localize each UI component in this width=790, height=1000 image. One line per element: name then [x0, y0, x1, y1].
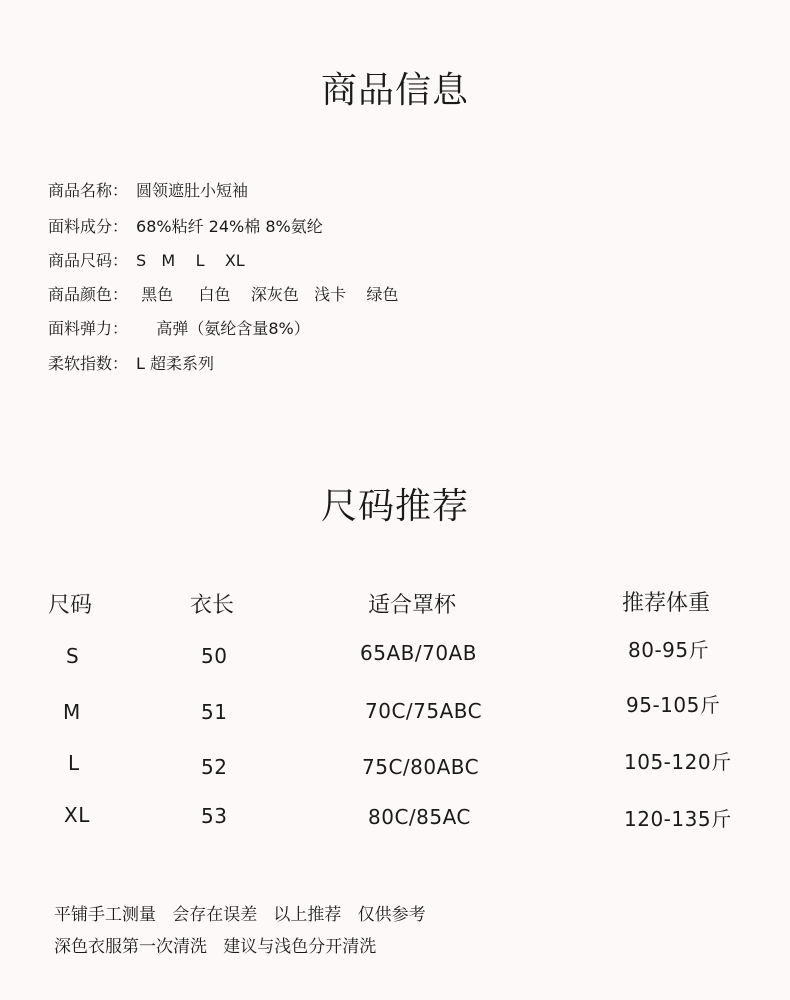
table-cell-cup: 70C/75ABC: [365, 699, 483, 723]
table-cell-length: 53: [201, 804, 228, 828]
table-cell-size: M: [63, 700, 81, 724]
header-size: 尺码: [48, 593, 93, 618]
header-length: 衣长: [190, 593, 235, 618]
info-row-fabric: [48, 214, 323, 237]
table-cell-size: S: [66, 644, 80, 668]
info-value: 圆领遮肚小短袖: [136, 181, 249, 200]
info-value: 高弹（氨纶含量8%）: [136, 319, 310, 338]
info-value: 68%粘纤 24%棉 8%氨纶: [136, 217, 323, 236]
product-info-title: 商品信息: [320, 70, 469, 111]
info-label: 商品尺码：: [48, 251, 129, 270]
table-cell-length: 51: [201, 700, 228, 724]
table-cell-weight: 95-105斤: [626, 693, 721, 717]
table-cell-size: L: [68, 751, 80, 775]
info-label: 商品颜色：: [48, 285, 129, 304]
table-cell-weight: 105-120斤: [624, 750, 732, 774]
header-weight: 推荐体重: [622, 591, 711, 616]
info-row-name: [48, 178, 248, 201]
info-row-sizes: [48, 248, 245, 271]
info-row-colors: [48, 282, 398, 305]
table-cell-cup: 65AB/70AB: [360, 641, 477, 665]
size-recommend-title: 尺码推荐: [320, 486, 469, 527]
info-label: 柔软指数：: [48, 354, 129, 373]
note-washing: 深色衣服第一次清洗 建议与浅色分开清洗: [54, 937, 377, 957]
table-cell-size: XL: [64, 803, 90, 827]
table-cell-length: 50: [201, 644, 228, 668]
info-row-elasticity: [48, 316, 310, 339]
table-cell-cup: 80C/85AC: [368, 805, 471, 829]
note-measurement: 平铺手工测量 会存在误差 以上推荐 仅供参考: [54, 905, 426, 925]
info-label: 面料弹力：: [48, 319, 129, 338]
info-value: L 超柔系列: [136, 354, 215, 373]
info-label: 面料成分：: [48, 217, 129, 236]
header-cup: 适合罩杯: [368, 593, 457, 618]
info-label: 商品名称：: [48, 181, 129, 200]
info-value: 黑色 白色 深灰色 浅卡 绿色: [136, 285, 399, 304]
table-cell-weight: 80-95斤: [628, 638, 710, 662]
table-cell-cup: 75C/80ABC: [362, 755, 480, 779]
info-value: S M L XL: [136, 251, 245, 270]
table-cell-weight: 120-135斤: [624, 807, 732, 831]
info-row-softness: [48, 351, 214, 374]
table-cell-length: 52: [201, 755, 228, 779]
